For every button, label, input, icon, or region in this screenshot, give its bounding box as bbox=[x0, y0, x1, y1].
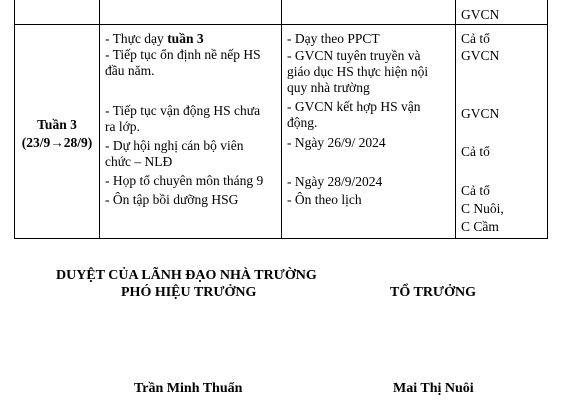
responsible-line: Cả tổ bbox=[461, 144, 490, 159]
task-line: - Tiếp tục vận động HS chưa bbox=[105, 103, 261, 118]
method-line: - GVCN tuyên truyền và bbox=[287, 48, 421, 63]
table-border-col3 bbox=[455, 0, 456, 239]
head-name: Mai Thị Nuôi bbox=[393, 381, 474, 396]
week-label: Tuần 3 bbox=[37, 117, 77, 132]
task-line: - Dự hội nghị cán bộ viên bbox=[105, 138, 244, 153]
vice-principal-title: PHÓ HIỆU TRƯỞNG bbox=[121, 285, 257, 300]
responsible-line: C Cầm bbox=[461, 219, 499, 234]
week-range: (23/9→28/9) bbox=[21, 135, 93, 150]
responsible-line: GVCN bbox=[461, 106, 500, 121]
table-border-col1 bbox=[99, 0, 100, 239]
method-line: - Dạy theo PPCT bbox=[287, 31, 380, 46]
responsible-line: C Nuôi, bbox=[461, 201, 504, 216]
responsible-line: Cả tổ bbox=[461, 31, 490, 46]
approval-title: DUYỆT CỦA LÃNH ĐẠO NHÀ TRƯỜNG bbox=[56, 268, 317, 283]
table-border-bottom bbox=[14, 238, 548, 239]
table-border-right bbox=[547, 0, 548, 239]
method-line: - Ôn theo lịch bbox=[287, 192, 362, 207]
top-row-responsible: GVCN bbox=[461, 7, 500, 22]
task-line: chức – NLĐ bbox=[105, 154, 173, 169]
table-border-col2 bbox=[281, 0, 282, 239]
vice-principal-name: Trần Minh Thuẩn bbox=[134, 381, 243, 396]
task-line: - Họp tổ chuyên môn tháng 9 bbox=[105, 173, 264, 188]
task-line: - Thực dạy tuần 3 bbox=[105, 31, 204, 46]
method-line: giáo dục HS thực hiện nội bbox=[287, 64, 429, 79]
responsible-line: Cả tổ bbox=[461, 183, 490, 198]
method-line: - Ngày 28/9/2024 bbox=[287, 174, 383, 189]
task-line: - Tiếp tục ổn định nề nếp HS bbox=[105, 47, 261, 62]
table-row-divider bbox=[14, 24, 548, 25]
table-border-left bbox=[14, 0, 15, 239]
task-line: - Ôn tập bồi dưỡng HSG bbox=[105, 192, 239, 207]
head-title: TỔ TRƯỞNG bbox=[390, 285, 476, 300]
task-line: đầu năm. bbox=[105, 63, 155, 78]
method-line: động. bbox=[287, 115, 318, 130]
method-line: - Ngày 26/9/ 2024 bbox=[287, 135, 386, 150]
method-line: quy nhà trường bbox=[287, 80, 370, 95]
method-line: - GVCN kết hợp HS vận bbox=[287, 99, 421, 114]
task-line: ra lớp. bbox=[105, 119, 140, 134]
responsible-line: GVCN bbox=[461, 48, 500, 63]
